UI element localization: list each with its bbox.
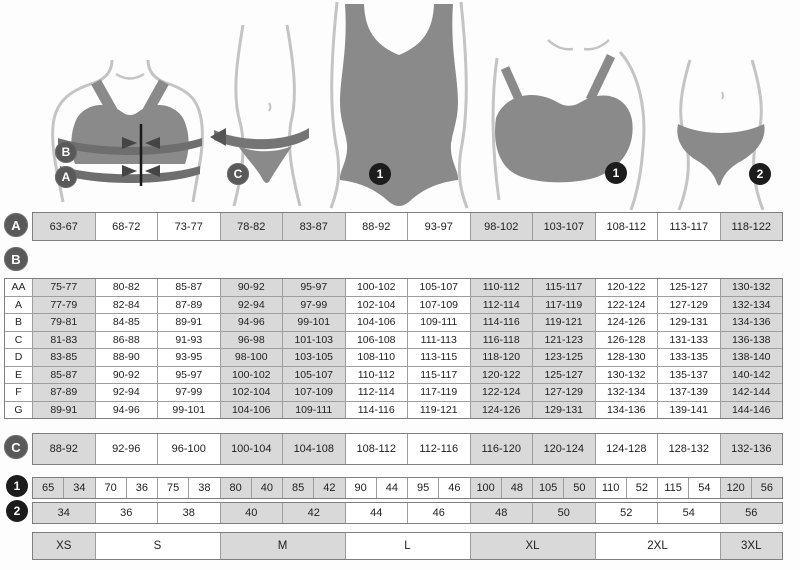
underbust-range-cell: 103-107: [533, 213, 595, 240]
bust-range-cell: 132-134: [596, 384, 658, 401]
intl-size-cell: 2XL: [596, 533, 720, 559]
hip-band: [214, 128, 309, 149]
bust-range-cell: 82-84: [96, 297, 158, 314]
hip-range-cell: 120-124: [533, 434, 595, 464]
hip-range-cell: 100-104: [221, 434, 283, 464]
bust-range-cell: 137-139: [658, 384, 720, 401]
bust-range-cell: 118-120: [471, 349, 533, 366]
bust-range-cell: 101-103: [283, 332, 345, 349]
bra-size-cell: 48: [502, 478, 532, 498]
underbust-range-cell: 68-72: [96, 213, 158, 240]
bra-size-row: [32, 477, 783, 499]
bra-size-cell: 52: [627, 478, 657, 498]
hip-range-row: [32, 433, 783, 465]
bust-range-cell: 77-79: [33, 297, 95, 314]
cup-label: AA: [5, 279, 32, 296]
bra-size-cell: 36: [127, 478, 157, 498]
bra-size-cell: 38: [189, 478, 219, 498]
bust-range-cell: 88-90: [96, 349, 158, 366]
bust-range-cell: 129-131: [658, 314, 720, 331]
bust-range-cell: 84-85: [96, 314, 158, 331]
eu-size-cell: 44: [346, 503, 408, 523]
bra-size-cell: 34: [64, 478, 94, 498]
bust-range-cell: 113-115: [408, 349, 470, 366]
bust-range-cell: 140-142: [721, 367, 783, 384]
bust-range-cell: 105-107: [283, 367, 345, 384]
eu-size-cell: 42: [283, 503, 345, 523]
eu-size-cell: 36: [96, 503, 158, 523]
bust-range-cell: 94-96: [221, 314, 283, 331]
bust-range-cell: 131-133: [658, 332, 720, 349]
bust-range-cell: 121-123: [533, 332, 595, 349]
figure-bra: [493, 40, 644, 210]
bust-range-cell: 124-126: [471, 402, 533, 419]
bust-range-cell: 114-116: [471, 314, 533, 331]
intl-size-cell: S: [96, 533, 220, 559]
bra-size-cell: 42: [314, 478, 344, 498]
bust-range-cell: 81-83: [33, 332, 95, 349]
bust-range-cell: 122-124: [596, 297, 658, 314]
underbust-range-cell: 83-87: [283, 213, 345, 240]
underbust-range-cell: 78-82: [221, 213, 283, 240]
bust-range-cell: 108-110: [346, 349, 408, 366]
bust-range-cell: 128-130: [596, 349, 658, 366]
row-badge-1: 1: [6, 475, 28, 497]
bust-range-cell: 90-92: [96, 367, 158, 384]
bust-range-cell: 106-108: [346, 332, 408, 349]
size-guide-illustrations: [0, 0, 800, 210]
underbust-range-cell: 118-122: [721, 213, 783, 240]
bra-size-cell: 120: [721, 478, 751, 498]
eu-size-cell: 54: [658, 503, 720, 523]
bra-size-cell: 50: [564, 478, 594, 498]
underbust-range-row: [32, 212, 783, 241]
eu-size-cell: 34: [33, 503, 95, 523]
bust-range-cell: 132-134: [721, 297, 783, 314]
figure-badge-bust-a: A: [55, 166, 77, 188]
bust-range-cell: 92-94: [96, 384, 158, 401]
bust-range-cell: 83-85: [33, 349, 95, 366]
bust-range-cell: 123-125: [533, 349, 595, 366]
eu-size-cell: 50: [533, 503, 595, 523]
bust-range-cell: 136-138: [721, 332, 783, 349]
bust-range-cell: 120-122: [471, 367, 533, 384]
bust-range-cell: 97-99: [283, 297, 345, 314]
bust-range-cell: 119-121: [533, 314, 595, 331]
bust-range-cell: 93-95: [158, 349, 220, 366]
underbust-range-cell: 73-77: [158, 213, 220, 240]
bra-size-cell: 80: [221, 478, 251, 498]
bust-range-cell: 75-77: [33, 279, 95, 296]
intl-size-cell: XL: [471, 533, 595, 559]
underbust-range-cell: 63-67: [33, 213, 95, 240]
cup-label: F: [5, 384, 32, 401]
row-badge-a: A: [4, 213, 28, 237]
bust-range-cell: 79-81: [33, 314, 95, 331]
hip-range-cell: 88-92: [33, 434, 95, 464]
bust-range-cell: 109-111: [283, 402, 345, 419]
bust-range-cell: 102-104: [346, 297, 408, 314]
row-badge-c: C: [4, 435, 28, 459]
figure-panty-measurement-diagram: [210, 25, 309, 206]
hip-range-cell: 108-112: [346, 434, 408, 464]
underbust-range-cell: 98-102: [471, 213, 533, 240]
bust-range-cell: 125-127: [658, 279, 720, 296]
figure-badge-swimsuit-1: 1: [369, 163, 391, 185]
bust-range-cell: 85-87: [33, 367, 95, 384]
bra-size-cell: 85: [283, 478, 313, 498]
bra-size-cell: 90: [346, 478, 376, 498]
bra-size-cell: 115: [658, 478, 688, 498]
intl-size-cell: XS: [33, 533, 95, 559]
underbust-range-cell: 93-97: [408, 213, 470, 240]
bust-range-cell: 115-117: [533, 279, 595, 296]
bust-range-cell: 103-105: [283, 349, 345, 366]
bust-range-cell: 110-112: [471, 279, 533, 296]
bust-range-cell: 100-102: [346, 279, 408, 296]
bust-range-cell: 96-98: [221, 332, 283, 349]
bust-range-cell: 133-135: [658, 349, 720, 366]
bust-range-cell: 99-101: [158, 402, 220, 419]
figure-panty: [677, 60, 764, 210]
hip-range-cell: 116-120: [471, 434, 533, 464]
bust-range-cell: 102-104: [221, 384, 283, 401]
bust-range-cell: 120-122: [596, 279, 658, 296]
hip-range-cell: 124-128: [596, 434, 658, 464]
bust-range-cell: 87-89: [33, 384, 95, 401]
bust-range-cell: 92-94: [221, 297, 283, 314]
figure-swimsuit: [331, 2, 467, 208]
bust-range-cell: 115-117: [408, 367, 470, 384]
bust-range-cell: 98-100: [221, 349, 283, 366]
bust-range-cell: 87-89: [158, 297, 220, 314]
bust-range-cell: 116-118: [471, 332, 533, 349]
bra-size-cell: 110: [596, 478, 626, 498]
eu-size-cell: 52: [596, 503, 658, 523]
bust-range-cell: 89-91: [33, 402, 95, 419]
intl-size-cell: L: [346, 533, 470, 559]
figure-badge-underbust-b: B: [55, 141, 77, 163]
bust-range-cell: 95-97: [158, 367, 220, 384]
bra-size-cell: 95: [408, 478, 438, 498]
bust-range-cell: 97-99: [158, 384, 220, 401]
hip-range-cell: 112-116: [408, 434, 470, 464]
bust-range-cell: 110-112: [346, 367, 408, 384]
hip-range-cell: 92-96: [96, 434, 158, 464]
eu-size-cell: 38: [158, 503, 220, 523]
bust-range-cell: 117-119: [533, 297, 595, 314]
underbust-range-cell: 113-117: [658, 213, 720, 240]
intl-size-cell: 3XL: [721, 533, 783, 559]
bust-range-cell: 94-96: [96, 402, 158, 419]
bust-range-cell: 104-106: [221, 402, 283, 419]
cup-label: C: [5, 332, 32, 349]
bust-range-cell: 127-129: [658, 297, 720, 314]
bust-range-cell: 138-140: [721, 349, 783, 366]
bust-range-cell: 130-132: [596, 367, 658, 384]
row-badge-b: B: [4, 247, 28, 271]
bust-range-cell: 134-136: [721, 314, 783, 331]
hip-range-cell: 132-136: [721, 434, 783, 464]
bra-size-cell: 44: [377, 478, 407, 498]
bust-range-cell: 126-128: [596, 332, 658, 349]
cup-label: A: [5, 297, 32, 314]
bust-range-cell: 107-109: [408, 297, 470, 314]
bra-size-cell: 46: [439, 478, 469, 498]
bust-range-cell: 112-114: [346, 384, 408, 401]
bust-range-cell: 127-129: [533, 384, 595, 401]
bust-range-cell: 142-144: [721, 384, 783, 401]
bust-range-cell: 109-111: [408, 314, 470, 331]
bust-range-cell: 89-91: [158, 314, 220, 331]
bust-range-cell: 86-88: [96, 332, 158, 349]
cup-label: D: [5, 349, 32, 366]
bust-range-cell: 104-106: [346, 314, 408, 331]
bra-size-cell: 65: [33, 478, 63, 498]
bust-range-cell: 91-93: [158, 332, 220, 349]
bust-range-cell: 124-126: [596, 314, 658, 331]
bust-range-cell: 80-82: [96, 279, 158, 296]
bust-range-cell: 95-97: [283, 279, 345, 296]
bust-range-cell: 122-124: [471, 384, 533, 401]
bust-range-cell: 134-136: [596, 402, 658, 419]
underbust-range-cell: 88-92: [346, 213, 408, 240]
hip-range-cell: 128-132: [658, 434, 720, 464]
figure-badge-panty-2: 2: [749, 163, 771, 185]
bust-range-cell: 99-101: [283, 314, 345, 331]
eu-size-cell: 40: [221, 503, 283, 523]
cup-label: G: [5, 402, 32, 419]
cup-label: E: [5, 367, 32, 384]
bust-range-cell: 139-141: [658, 402, 720, 419]
bra-size-cell: 70: [96, 478, 126, 498]
bust-range-cell: 130-132: [721, 279, 783, 296]
figure-badge-bra-1: 1: [605, 162, 627, 184]
underbust-range-cell: 108-112: [596, 213, 658, 240]
hip-range-cell: 96-100: [158, 434, 220, 464]
cup-label: B: [5, 314, 32, 331]
bust-range-cell: 114-116: [346, 402, 408, 419]
bust-range-cell: 85-87: [158, 279, 220, 296]
international-size-row: [32, 532, 783, 560]
eu-size-cell: 56: [721, 503, 783, 523]
eu-size-cell: 46: [408, 503, 470, 523]
bust-range-cell: 144-146: [721, 402, 783, 419]
bust-range-cell: 117-119: [408, 384, 470, 401]
row-badge-2: 2: [6, 500, 28, 522]
eu-size-row: [32, 502, 783, 524]
bust-range-cell: 107-109: [283, 384, 345, 401]
bust-range-cell: 111-113: [408, 332, 470, 349]
bra-size-cell: 105: [533, 478, 563, 498]
bust-range-cell: 112-114: [471, 297, 533, 314]
eu-size-cell: 48: [471, 503, 533, 523]
bust-range-cell: 125-127: [533, 367, 595, 384]
figure-badge-hip-c: C: [227, 163, 249, 185]
bra-size-cell: 56: [752, 478, 782, 498]
bust-range-cell: 90-92: [221, 279, 283, 296]
bust-range-cell: 105-107: [408, 279, 470, 296]
hip-range-cell: 104-108: [283, 434, 345, 464]
cup-size-table: [4, 278, 783, 419]
bust-range-cell: 135-137: [658, 367, 720, 384]
bra-size-cell: 100: [471, 478, 501, 498]
bra-size-cell: 75: [158, 478, 188, 498]
bust-range-cell: 100-102: [221, 367, 283, 384]
bust-range-cell: 129-131: [533, 402, 595, 419]
intl-size-cell: M: [221, 533, 345, 559]
bra-size-cell: 54: [689, 478, 719, 498]
bust-range-cell: 119-121: [408, 402, 470, 419]
bra-size-cell: 40: [252, 478, 282, 498]
